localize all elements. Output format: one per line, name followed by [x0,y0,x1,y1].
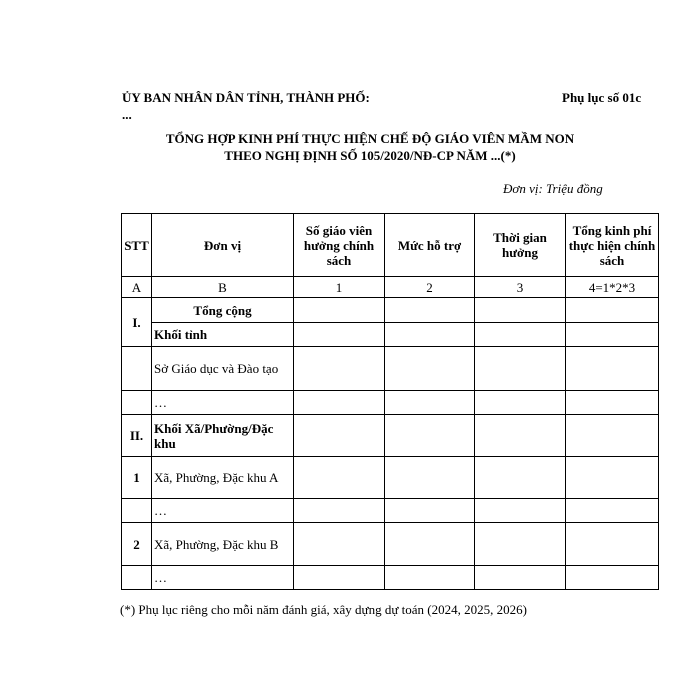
document-title [110,130,630,164]
code-b: B [152,277,294,298]
unit-cell: Xã, Phường, Đặc khu B [152,523,294,566]
header-unit: Đơn vị [152,214,294,277]
section-1-row [122,323,659,347]
section-2-row [122,415,659,457]
budget-table [121,213,659,590]
total-row [122,298,659,323]
code-2: 2 [385,277,475,298]
unit-cell: … [152,499,294,523]
unit-label: Đơn vị: Triệu đồng [503,181,603,196]
header-total-budget: Tổng kinh phí thực hiện chính sách [566,214,659,277]
issuing-agency: ỦY BAN NHÂN DÂN TỈNH, THÀNH PHỐ: ... [122,90,370,122]
table-row [122,457,659,499]
table-row [122,499,659,523]
section-2-stt: II. [122,415,152,457]
table-row [122,391,659,415]
code-4: 4=1*2*3 [566,277,659,298]
row-stt: 2 [122,523,152,566]
title-line-2: THEO NGHỊ ĐỊNH SỐ 105/2020/NĐ-CP NĂM ...(*) [224,148,516,163]
code-row [122,277,659,298]
unit-cell: … [152,566,294,590]
header-duration: Thời gian hưởng [475,214,566,277]
appendix-number: Phụ lục số 01c [562,90,642,105]
table-row [122,347,659,391]
unit-cell: Sở Giáo dục và Đào tạo [152,347,294,391]
row-stt: 1 [122,457,152,499]
unit-cell: … [152,391,294,415]
header-teacher-count: Số giáo viên hưởng chính sách [294,214,385,277]
table-row [122,566,659,590]
header-support-level: Mức hỗ trợ [385,214,475,277]
code-3: 3 [475,277,566,298]
code-a: A [122,277,152,298]
title-line-1: TỔNG HỢP KINH PHÍ THỰC HIỆN CHẾ ĐỘ GIÁO VIÊN MẦM NON [165,131,575,146]
code-1: 1 [294,277,385,298]
table-row [122,523,659,566]
section-1-label: Khối tỉnh [152,323,294,347]
header-row [122,214,659,277]
total-label: Tổng cộng [152,298,294,323]
section-2-label: Khối Xã/Phường/Đặc khu [152,415,294,457]
section-1-stt: I. [122,298,152,347]
unit-cell: Xã, Phường, Đặc khu A [152,457,294,499]
header-stt: STT [122,214,152,277]
footnote: (*) Phụ lục riêng cho mỗi năm đánh giá, xây dựng dự toán (2024, 2025, 2026) [120,602,527,617]
